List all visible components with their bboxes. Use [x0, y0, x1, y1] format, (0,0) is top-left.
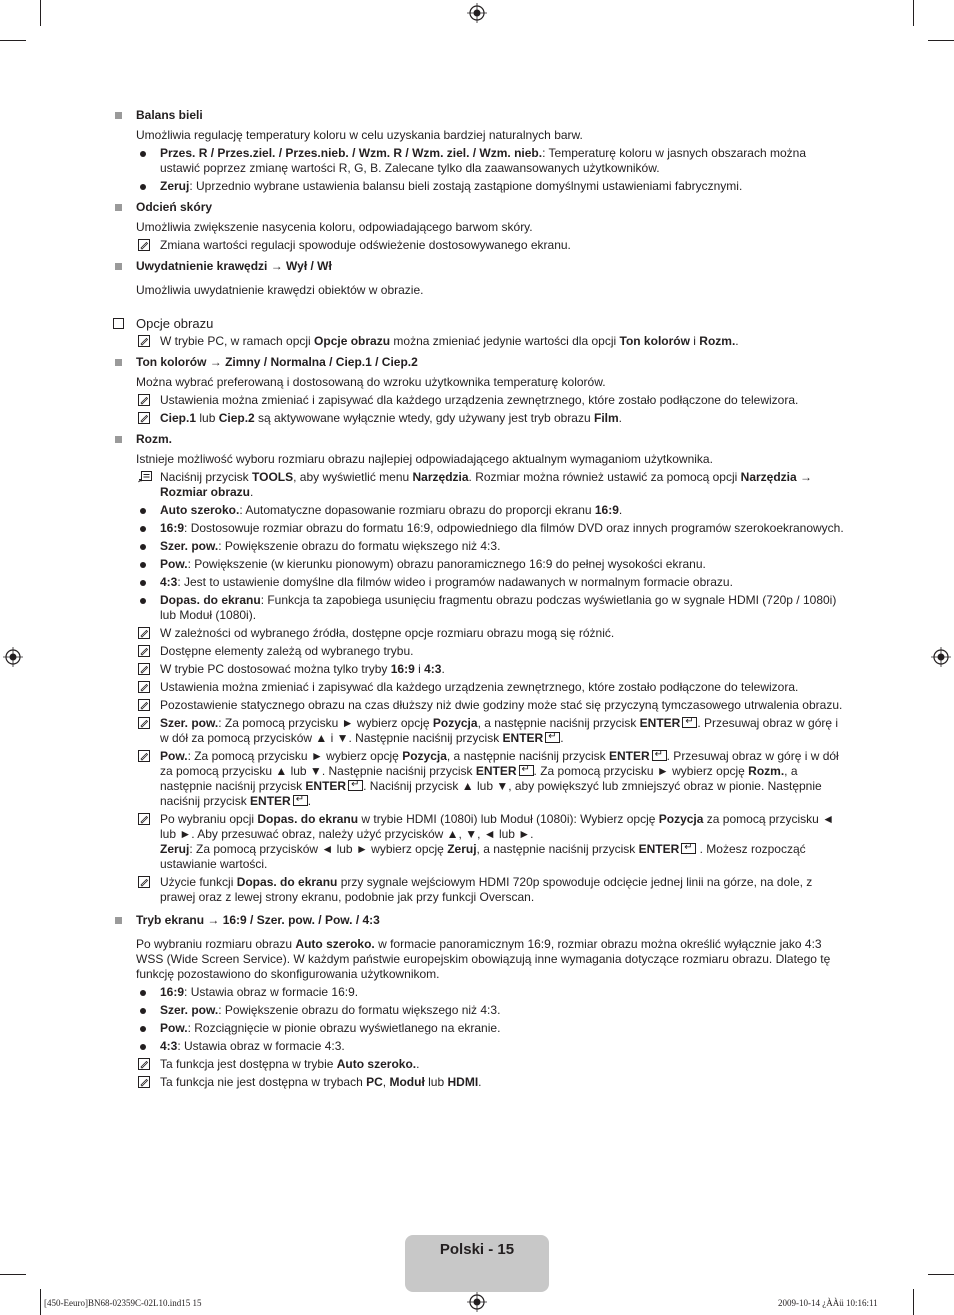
crop-mark	[928, 40, 954, 41]
note: Szer. pow.: Za pomocą przycisku ► wybierz opcję Pozycja, a następnie naciśnij przycisk ENTER↵ . Przesuwaj obraz w górę i w dół za pomocą przycisków ▲ i ▼. Następnie naciśnij przycisk ENTER↵ .	[112, 716, 847, 746]
crop-mark	[40, 0, 41, 26]
note-icon	[138, 699, 150, 711]
section-heading: Ton kolorów → Zimny / Normalna / Ciep.1 / Ciep.2	[136, 355, 418, 369]
list-item: Szer. pow.: Powiększenie obrazu do formatu większego niż 4:3.	[160, 1003, 501, 1017]
note-icon	[138, 813, 150, 825]
note: Ta funkcja nie jest dostępna w trybach PC, Moduł lub HDMI.	[112, 1075, 847, 1090]
list-item: 4:3: Jest to ustawienie domyślne dla filmów wideo i programów nadawanych w normalnym formacie obrazu.	[160, 575, 733, 589]
crop-mark	[40, 1289, 41, 1315]
note-icon	[138, 394, 150, 406]
list-item: Pow.: Rozciągnięcie w pionie obrazu wyświetlanego na ekranie.	[160, 1021, 501, 1035]
section-heading: Uwydatnienie krawędzi → Wył / Wł	[136, 259, 332, 273]
note: Pow.: Za pomocą przycisku ► wybierz opcję Pozycja, a następnie naciśnij przycisk ENTER↵ . Przesuwaj obraz w górę i w dół za pomocą przycisku ▲ lub ▼. Następnie naciśnij przycisk ENTER↵ . Za pomocą przycisku ► wybierz opcję Rozm., a następnie naciśnij przycisk ENTER↵ . Naciśnij przycisk ▲ lub ▼, aby powiększyć lub zmniejszyć obraz w pionie. Następnie naciśnij przycisk ENTER↵ .	[112, 749, 847, 809]
enter-icon	[682, 717, 697, 728]
enter-icon	[681, 843, 696, 854]
list-item: 16:9: Dostosowuje rozmiar obrazu do formatu 16:9, odpowiedniego dla filmów DVD oraz innych programów szerokoekranowych.	[160, 521, 844, 535]
list-item: Zeruj: Uprzednio wybrane ustawienia balansu bieli zostają zastąpione domyślnymi ustawieniami fabrycznymi.	[160, 179, 743, 193]
print-info-right: 2009-10-14 ¿ÀÀü 10:16:11	[778, 1298, 878, 1308]
list-item: Szer. pow.: Powiększenie obrazu do formatu większego niż 4:3.	[160, 539, 501, 553]
note-icon	[138, 663, 150, 675]
note: W trybie PC, w ramach opcji Opcje obrazu można zmieniać jedynie wartości dla opcji Ton kolorów i Rozm..	[112, 334, 847, 349]
paragraph: Umożliwia zwiększenie nasycenia koloru, odpowiadającego barwom skóry.	[136, 220, 533, 234]
list-item: Pow.: Powiększenie (w kierunku pionowym) obrazu panoramicznego 16:9 do pełnej wysokości ekranu.	[160, 557, 706, 571]
note-icon	[138, 1058, 150, 1070]
section-heading: Rozm.	[136, 432, 172, 446]
note: Ustawienia można zmieniać i zapisywać dla każdego urządzenia zewnętrznego, które zostało podłączone do telewizora.	[112, 680, 847, 695]
note-icon	[138, 335, 150, 347]
note: Po wybraniu opcji Dopas. do ekranu w trybie HDMI (1080i) lub Moduł (1080i): Wybierz opcję Pozycja za pomocą przycisku ◄ lub ►. Aby przesuwać obraz, należy użyć przycisków ▲, ▼, ◄ lub ►.	[112, 812, 847, 842]
note: Ciep.1 lub Ciep.2 są aktywowane wyłącznie wtedy, gdy używany jest tryb obrazu Film.	[112, 411, 847, 426]
note-icon	[138, 681, 150, 693]
paragraph: Umożliwia uwydatnienie krawędzi obiektów w obrazie.	[136, 283, 424, 297]
crop-mark	[0, 40, 26, 41]
list-item: Dopas. do ekranu: Funkcja ta zapobiega usunięciu fragmentu obrazu podczas wyświetlania go w sygnale HDMI (720p / 1080i) lub Moduł (1080i).	[160, 593, 837, 622]
list-item: 4:3: Ustawia obraz w formacie 4:3.	[160, 1039, 345, 1053]
list-item: 16:9: Ustawia obraz w formacie 16:9.	[160, 985, 359, 999]
note-icon	[138, 876, 150, 888]
page-number-tab	[405, 1235, 549, 1292]
registration-mark-icon	[931, 647, 951, 667]
paragraph: Można wybrać preferowaną i dostosowaną do wzroku użytkownika temperaturę kolorów.	[136, 375, 606, 389]
note-icon	[138, 717, 150, 729]
note: Pozostawienie statycznego obrazu na czas dłuższy niż dwie godziny może stać się przyczyną tymczasowego utrwalenia obrazu.	[112, 698, 847, 713]
page-content	[112, 108, 847, 1090]
section-heading: Tryb ekranu → 16:9 / Szer. pow. / Pow. / 4:3	[136, 913, 380, 927]
section-heading: Balans bieli	[136, 108, 203, 122]
crop-mark	[913, 0, 914, 26]
page-number: Polski - 15	[439, 1241, 515, 1258]
paragraph: Po wybraniu rozmiaru obrazu Auto szeroko. w formacie panoramicznym 16:9, rozmiar obrazu można określić wyłącznie jako 4:3 WSS (Wide Screen Service). W każdym państwie europejskim obowiązują inne wymagania dotyczące rozmiaru obrazu. Dlatego tę funkcję pozostawiono do skonfigurowania użytkownikom.	[136, 937, 831, 981]
enter-icon	[348, 780, 363, 791]
note-icon	[138, 645, 150, 657]
note: Ustawienia można zmieniać i zapisywać dla każdego urządzenia zewnętrznego, które zostało podłączone do telewizora.	[112, 393, 847, 408]
note-continuation: Zeruj: Za pomocą przycisków ◄ lub ► wybierz opcję Zeruj, a następnie naciśnij przycisk ENTER↵ . Możesz rozpocząć ustawianie wartości.	[112, 842, 847, 872]
note-icon	[138, 412, 150, 424]
enter-icon	[652, 750, 667, 761]
note: W zależności od wybranego źródła, dostępne opcje rozmiaru obrazu mogą się różnić.	[112, 626, 847, 641]
registration-mark-icon	[467, 1292, 487, 1312]
paragraph: Istnieje możliwość wyboru rozmiaru obrazu najlepiej odpowiadającego aktualnym wymaganiom użytkownika.	[136, 452, 713, 466]
tools-icon	[138, 471, 152, 483]
note: W trybie PC dostosować można tylko tryby 16:9 i 4:3.	[112, 662, 847, 677]
note: Dostępne elementy zależą od wybranego trybu.	[112, 644, 847, 659]
list-item: Auto szeroko.: Automatyczne dopasowanie rozmiaru obrazu do proporcji ekranu 16:9.	[160, 503, 623, 517]
tools-note: Naciśnij przycisk TOOLS, aby wyświetlić menu Narzędzia. Rozmiar można również ustawić za pomocą opcji Narzędzia → Rozmiar obrazu.	[112, 470, 847, 500]
enter-icon	[545, 732, 560, 743]
print-info-left: [450-Eeuro]BN68-02359C-02L10.ind15 15	[44, 1298, 202, 1308]
note: Zmiana wartości regulacji spowoduje odświeżenie dostosowywanego ekranu.	[112, 238, 847, 253]
note-icon	[138, 1076, 150, 1088]
enter-icon	[519, 765, 534, 776]
note-icon	[138, 627, 150, 639]
note: Ta funkcja jest dostępna w trybie Auto szeroko..	[112, 1057, 847, 1072]
enter-icon	[293, 795, 308, 806]
registration-mark-icon	[467, 3, 487, 23]
note-icon	[138, 750, 150, 762]
paragraph: Umożliwia regulację temperatury koloru w celu uzyskania bardziej naturalnych barw.	[136, 128, 583, 142]
list-item: Przes. R / Przes.ziel. / Przes.nieb. / Wzm. R / Wzm. ziel. / Wzm. nieb.: Temperaturę koloru w jasnych obszarach można ustawić poprzez zmianę wartości R, G, B. Zalecane tylko dla zaawansowanych użytkowników.	[160, 146, 806, 175]
note: Użycie funkcji Dopas. do ekranu przy sygnale wejściowym HDMI 720p spowoduje odcięcie jednej linii na górze, na dole, z prawej oraz z lewej strony ekranu, podobnie jak przy funkcji Overscan.	[112, 875, 847, 905]
crop-mark	[928, 1274, 954, 1275]
section-heading: Odcień skóry	[136, 200, 213, 214]
section-title: Opcje obrazu	[136, 316, 214, 331]
note-icon	[138, 239, 150, 251]
crop-mark	[913, 1289, 914, 1315]
registration-mark-icon	[3, 647, 23, 667]
crop-mark	[0, 1274, 26, 1275]
